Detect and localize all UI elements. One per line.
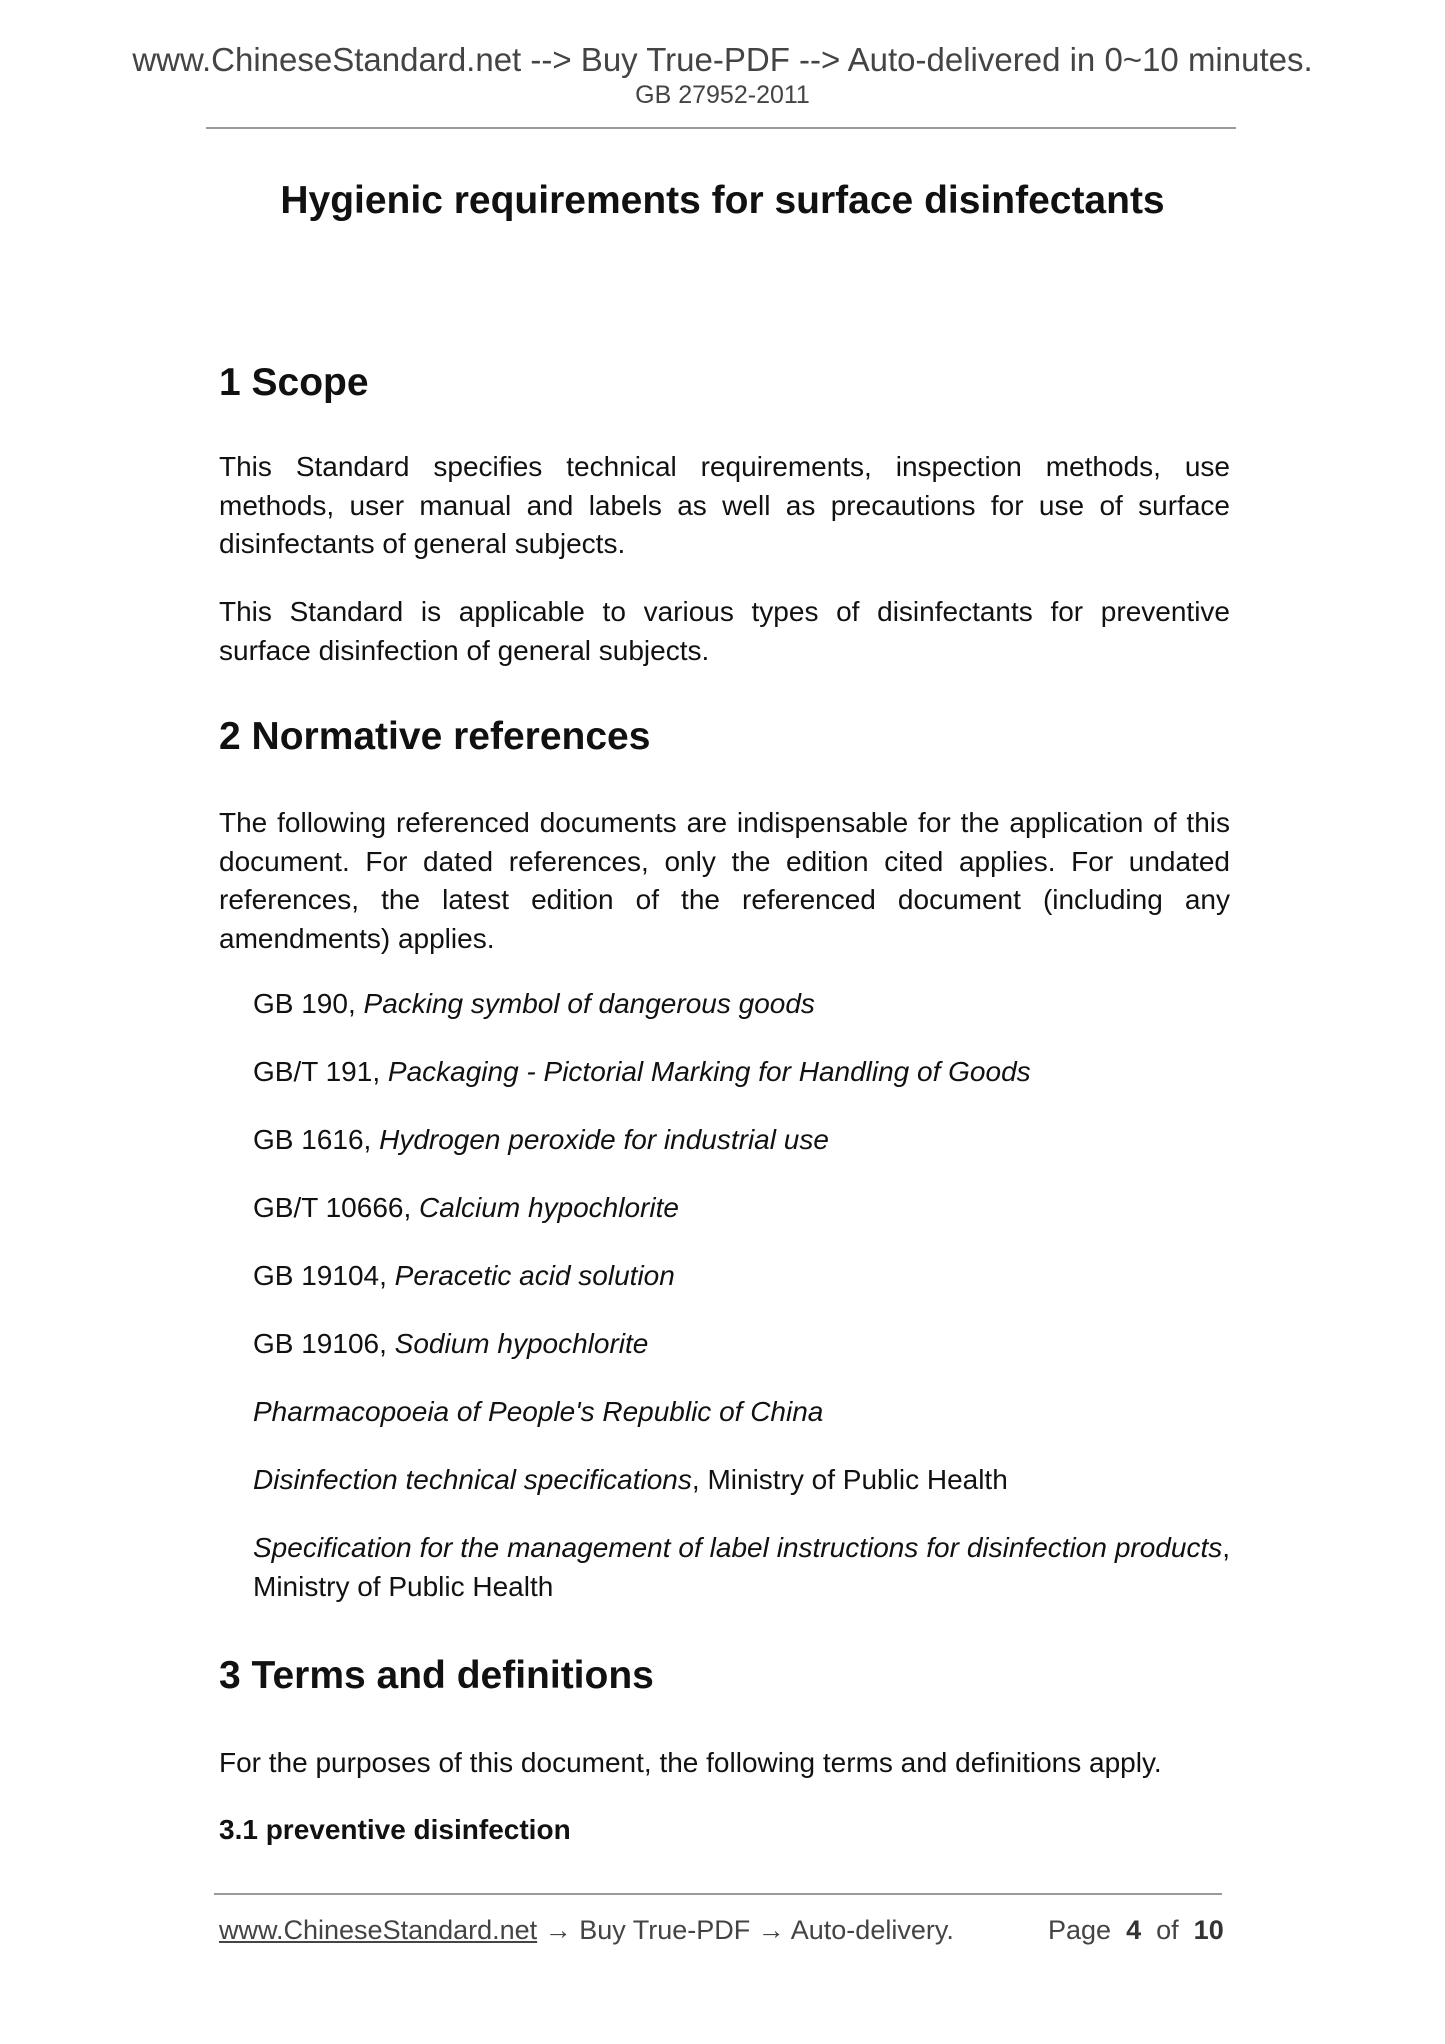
reference-item bbox=[253, 1325, 1230, 1364]
page-total: 10 bbox=[1193, 1915, 1224, 1945]
reference-code: GB 19104, bbox=[253, 1260, 395, 1291]
reference-suffix: , Ministry of Public Health bbox=[253, 1532, 1230, 1602]
reference-item bbox=[253, 1189, 1230, 1228]
reference-item bbox=[253, 1529, 1230, 1606]
standard-code: GB 27952-2011 bbox=[635, 81, 810, 109]
reference-title: Pharmacopoeia of People's Republic of China bbox=[253, 1396, 824, 1427]
reference-suffix: , Ministry of Public Health bbox=[691, 1464, 1008, 1495]
scope-paragraph-1: This Standard specifies technical requirements, inspection methods, use methods, user manual and labels as well as precautions for use of surface disinfectants of general subjects. bbox=[219, 451, 1230, 559]
reference-item bbox=[253, 1121, 1230, 1160]
reference-code: GB/T 10666, bbox=[253, 1192, 420, 1223]
header-divider bbox=[206, 127, 1236, 129]
arrow-right-icon: → bbox=[537, 1915, 580, 1945]
footer-divider bbox=[214, 1893, 1222, 1895]
reference-title: Packaging - Pictorial Marking for Handling of Goods bbox=[387, 1056, 1031, 1087]
footer-auto-text: Auto-delivery. bbox=[790, 1915, 954, 1945]
reference-title: Peracetic acid solution bbox=[394, 1260, 675, 1291]
reference-code: GB 190, bbox=[253, 988, 364, 1019]
reference-item bbox=[253, 1461, 1230, 1500]
reference-code: GB 19106, bbox=[253, 1328, 395, 1359]
section-heading-scope: 1 Scope bbox=[219, 361, 369, 404]
arrow-right-icon: → bbox=[750, 1915, 791, 1945]
page-indicator bbox=[1048, 1912, 1224, 1948]
header-banner: www.ChineseStandard.net --> Buy True-PDF --> Auto-delivered in 0~10 minutes. bbox=[132, 41, 1313, 78]
footer-buy-text: Buy True-PDF bbox=[579, 1915, 751, 1945]
reference-code: GB 1616, bbox=[253, 1124, 380, 1155]
reference-title: Calcium hypochlorite bbox=[419, 1192, 679, 1223]
term-heading-preventive-disinfection: 3.1 preventive disinfection bbox=[219, 1814, 571, 1845]
document-title: Hygienic requirements for surface disinfectants bbox=[280, 179, 1165, 222]
reference-item bbox=[253, 1393, 1230, 1432]
reference-code: GB/T 191, bbox=[253, 1056, 388, 1087]
page-of-label: of bbox=[1156, 1915, 1179, 1945]
reference-title: Packing symbol of dangerous goods bbox=[363, 988, 815, 1019]
reference-title: Disinfection technical specifications bbox=[253, 1464, 692, 1495]
page-number: 4 bbox=[1126, 1915, 1142, 1945]
reference-title: Specification for the management of label instructions for disinfection products bbox=[253, 1532, 1223, 1563]
footer-promo bbox=[219, 1912, 954, 1948]
footer-site-link[interactable]: www.ChineseStandard.net bbox=[219, 1915, 538, 1945]
section-heading-normative-references: 2 Normative references bbox=[219, 715, 651, 758]
scope-paragraph-2: This Standard is applicable to various types of disinfectants for preventive surface disinfection of general subjects. bbox=[219, 596, 1230, 666]
reference-item bbox=[253, 1053, 1230, 1092]
normative-intro-paragraph: The following referenced documents are indispensable for the application of this document. For dated references, only the edition cited applies. For undated references, the latest edition of the referenced document (including any amendments) applies. bbox=[219, 807, 1230, 954]
reference-title: Hydrogen peroxide for industrial use bbox=[379, 1124, 829, 1155]
reference-item bbox=[253, 985, 1230, 1024]
reference-title: Sodium hypochlorite bbox=[394, 1328, 649, 1359]
page-label: Page bbox=[1048, 1915, 1112, 1945]
section-heading-terms-definitions: 3 Terms and definitions bbox=[219, 1654, 654, 1697]
reference-item bbox=[253, 1257, 1230, 1296]
terms-intro-paragraph: For the purposes of this document, the following terms and definitions apply. bbox=[219, 1747, 1162, 1778]
